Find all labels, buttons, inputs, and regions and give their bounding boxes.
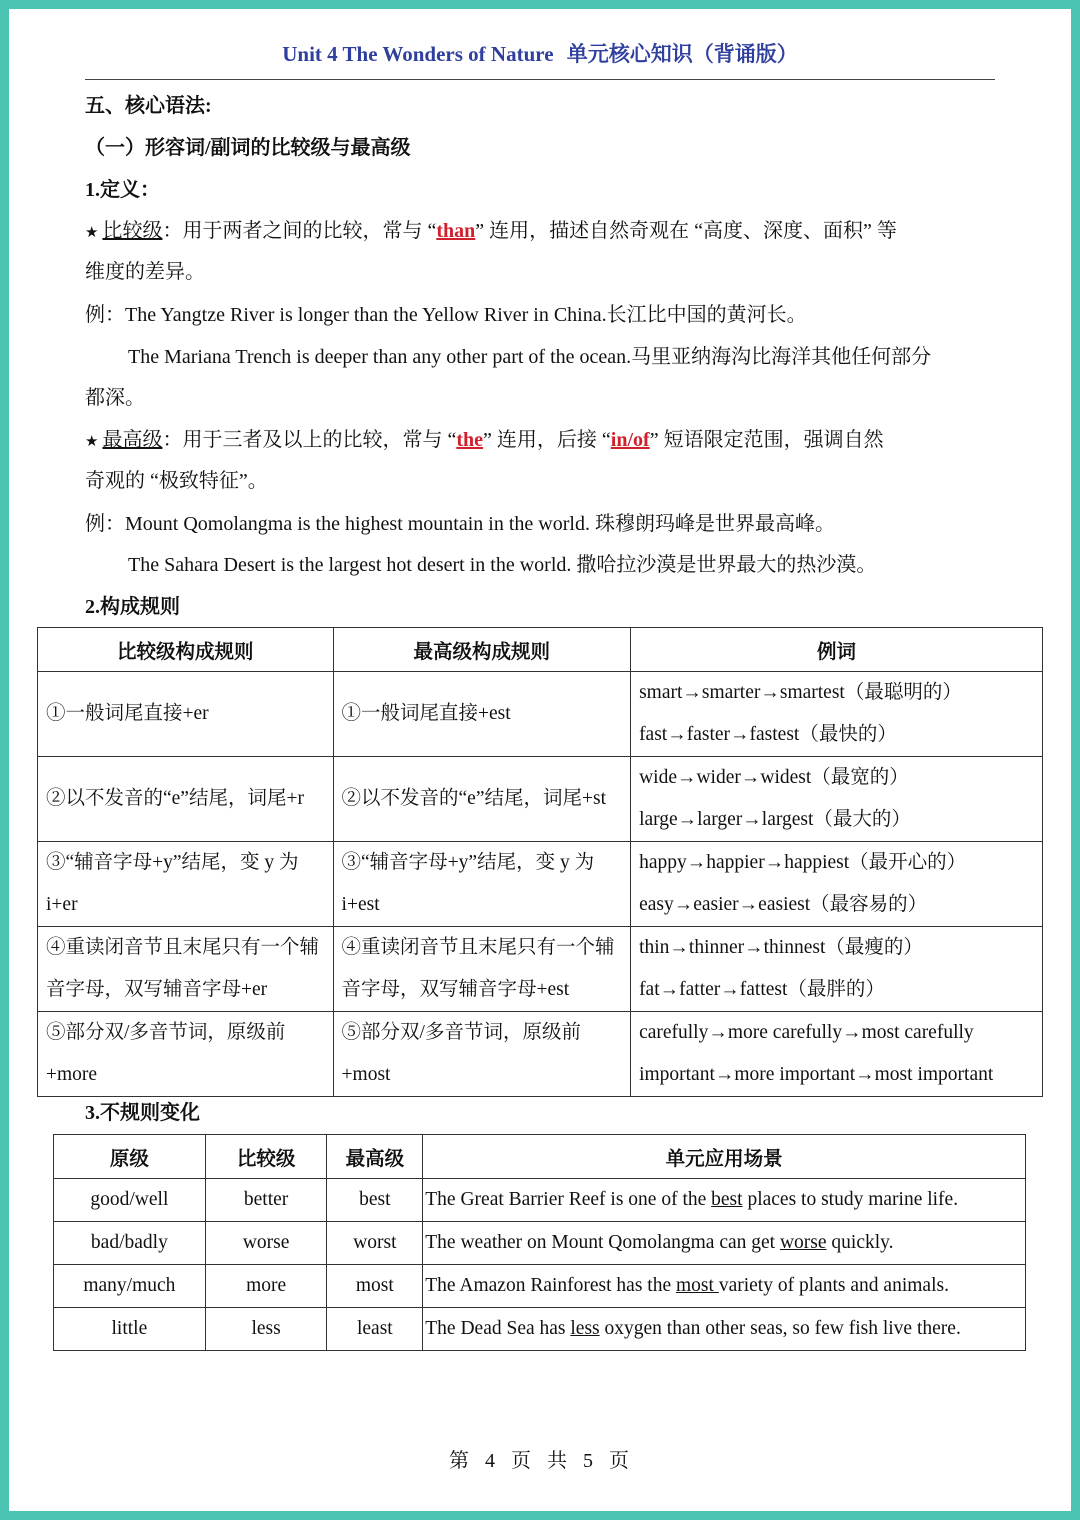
comparative-example-1 [85, 301, 807, 329]
example-words [631, 927, 1043, 1012]
superlative-example-2: The Sahara Desert is the largest hot desert in the world. 撒哈拉沙漠是世界最大的热沙漠。 [128, 554, 877, 576]
usage-scene [423, 1265, 1026, 1308]
scene-text: The Amazon Rainforest has the [425, 1275, 676, 1296]
scene-keyword: most [676, 1275, 719, 1296]
scene-text: quickly. [826, 1232, 894, 1253]
superlative-definition-cont: 奇观的 “极致特征”。 [85, 470, 268, 492]
example-word: easy→easier→easiest（最容易的） [639, 894, 928, 915]
example-words [631, 672, 1043, 757]
example-word: wide→wider→widest（最宽的） [639, 767, 909, 788]
superlative-rule: ②以不发音的“e”结尾，词尾+st [333, 757, 631, 842]
comparative-text: ：用于两者之间的比较，常与 “ [162, 220, 437, 242]
header-title-en: Unit 4 The Wonders of Nature [282, 42, 554, 66]
superlative-form: best [327, 1179, 423, 1222]
irregular-heading: 3.不规则变化 [85, 1102, 200, 1124]
base-form: little [54, 1308, 206, 1351]
example-word: carefully→more carefully→most carefully [639, 1022, 974, 1043]
superlative-form: least [327, 1308, 423, 1351]
column-header: 原级 [54, 1135, 206, 1179]
comparative-term: 比较级 [102, 220, 163, 242]
comparative-text-cont: ” 连用，描述自然奇观在 “高度、深度、面积” 等 [475, 220, 897, 242]
table-row [54, 1179, 1026, 1222]
scene-keyword: best [711, 1189, 743, 1210]
table-row [54, 1265, 1026, 1308]
column-header: 比较级 [205, 1135, 327, 1179]
comparative-example-2: The Mariana Trench is deeper than any other part of the ocean.马里亚纳海沟比海洋其他任何部分 [128, 346, 932, 368]
superlative-rule: ⑤部分双/多音节词，原级前+most [333, 1012, 631, 1097]
definition-heading: 1.定义： [85, 179, 160, 201]
comparative-example-2-cont: 都深。 [85, 387, 145, 409]
header-divider [85, 79, 995, 80]
superlative-text-end: ” 短语限定范围，强调自然 [649, 429, 884, 451]
example-words [631, 1012, 1043, 1097]
star-icon: ★ [85, 225, 99, 241]
table-row [38, 672, 1043, 757]
column-header: 最高级 [327, 1135, 423, 1179]
scene-text: variety of plants and animals. [718, 1275, 949, 1296]
example-text: The Yangtze River is longer than the Yellow River in China.长江比中国的黄河长。 [125, 304, 807, 326]
comparative-definition [85, 217, 897, 247]
scene-text: The Great Barrier Reef is one of the [425, 1189, 712, 1210]
scene-text: oxygen than other seas, so few fish live there. [599, 1318, 961, 1339]
column-header: 例词 [631, 628, 1043, 672]
base-form: many/much [54, 1265, 206, 1308]
comparative-form: better [205, 1179, 327, 1222]
comparative-form: more [205, 1265, 327, 1308]
example-label: 例： [85, 513, 125, 535]
formation-rules-table [37, 627, 1043, 1097]
usage-scene [423, 1308, 1026, 1351]
section-subtitle: （一）形容词/副词的比较级与最高级 [85, 137, 411, 159]
example-word: fast→faster→fastest（最快的） [639, 724, 897, 745]
table-row [38, 927, 1043, 1012]
superlative-rule: ④重读闭音节且末尾只有一个辅音字母，双写辅音字母+est [333, 927, 631, 1012]
table-row [38, 757, 1043, 842]
table-row [38, 842, 1043, 927]
table-row [54, 1222, 1026, 1265]
column-header: 比较级构成规则 [38, 628, 334, 672]
section-title: 五、核心语法: [85, 95, 212, 117]
keyword-than: than [436, 220, 476, 242]
superlative-text-mid: ” 连用，后接 “ [483, 429, 611, 451]
comparative-rule: ②以不发音的“e”结尾，词尾+r [38, 757, 334, 842]
example-word: important→more important→most important [639, 1064, 994, 1085]
superlative-text: ：用于三者及以上的比较，常与 “ [162, 429, 457, 451]
irregular-forms-table [53, 1134, 1026, 1351]
usage-scene [423, 1179, 1026, 1222]
superlative-form: most [327, 1265, 423, 1308]
comparative-rule: ④重读闭音节且末尾只有一个辅音字母，双写辅音字母+er [38, 927, 334, 1012]
comparative-rule: ①一般词尾直接+er [38, 672, 334, 757]
keyword-the: the [456, 429, 484, 451]
page-number: 第 4 页 共 5 页 [449, 1450, 631, 1472]
star-icon: ★ [85, 434, 99, 450]
example-word: thin→thinner→thinnest（最瘦的） [639, 937, 923, 958]
table-header-row [54, 1135, 1026, 1179]
comparative-rule: ⑤部分双/多音节词，原级前+more [38, 1012, 334, 1097]
header-title-cn: 单元核心知识（背诵版） [566, 42, 798, 66]
scene-text: places to study marine life. [742, 1189, 959, 1210]
example-label: 例： [85, 304, 125, 326]
scene-text: The weather on Mount Qomolangma can get [425, 1232, 780, 1253]
table-row [38, 1012, 1043, 1097]
column-header: 最高级构成规则 [333, 628, 631, 672]
superlative-term: 最高级 [102, 429, 163, 451]
table-row [54, 1308, 1026, 1351]
example-words [631, 842, 1043, 927]
keyword-in-of: in/of [610, 429, 650, 451]
table-header-row [38, 628, 1043, 672]
scene-keyword: worse [779, 1232, 827, 1253]
example-word: large→larger→largest（最大的） [639, 809, 911, 830]
superlative-definition [85, 426, 884, 456]
comparative-form: less [205, 1308, 327, 1351]
column-header: 单元应用场景 [423, 1135, 1026, 1179]
example-words [631, 757, 1043, 842]
superlative-rule: ①一般词尾直接+est [333, 672, 631, 757]
comparative-rule: ③“辅音字母+y”结尾，变 y 为 i+er [38, 842, 334, 927]
usage-scene [423, 1222, 1026, 1265]
base-form: bad/badly [54, 1222, 206, 1265]
comparative-form: worse [205, 1222, 327, 1265]
rules-heading: 2.构成规则 [85, 596, 180, 618]
superlative-example-1 [85, 510, 835, 538]
base-form: good/well [54, 1179, 206, 1222]
scene-keyword: less [570, 1318, 600, 1339]
example-word: happy→happier→happiest（最开心的） [639, 852, 967, 873]
comparative-definition-cont: 维度的差异。 [85, 261, 205, 283]
example-word: smart→smarter→smartest（最聪明的） [639, 682, 962, 703]
superlative-form: worst [327, 1222, 423, 1265]
scene-text: The Dead Sea has [425, 1318, 571, 1339]
example-text: Mount Qomolangma is the highest mountain in the world. 珠穆朗玛峰是世界最高峰。 [125, 513, 835, 535]
page-header [85, 38, 995, 68]
example-word: fat→fatter→fattest（最胖的） [639, 979, 885, 1000]
superlative-rule: ③“辅音字母+y”结尾，变 y 为 i+est [333, 842, 631, 927]
